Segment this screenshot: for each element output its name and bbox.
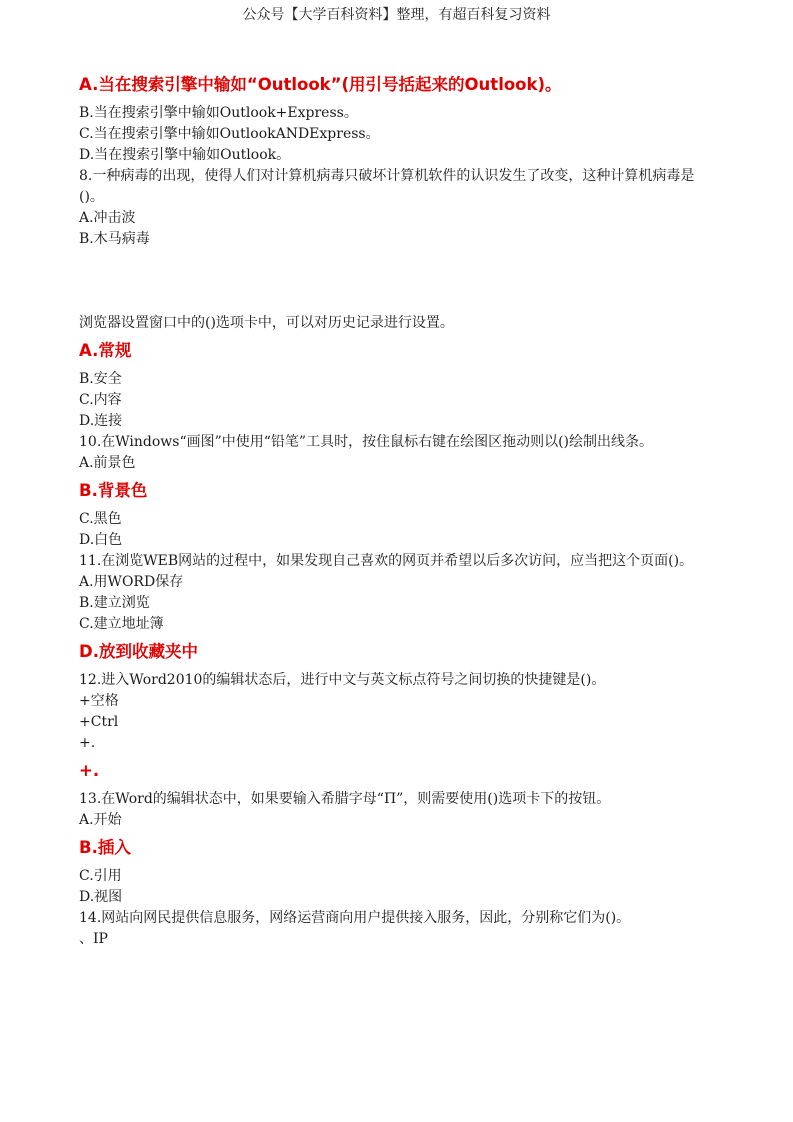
q8-question: 8.一种病毒的出现，使得人们对计算机病毒只破坏计算机软件的认识发生了改变，这种计算机病毒是()。 xyxy=(79,168,695,205)
q12-option-3: +. xyxy=(79,735,96,751)
q10-option-a: A.前景色 xyxy=(79,455,136,471)
q14-question: 14.网站向网民提供信息服务，网络运营商向用户提供接入服务，因此，分别称它们为()。 xyxy=(79,910,631,926)
q9-option-c: C.内容 xyxy=(79,392,122,408)
q13-option-a: A.开始 xyxy=(79,812,122,828)
q9-option-b: B.安全 xyxy=(79,371,122,387)
document-body xyxy=(79,68,719,950)
q10-option-d: D.白色 xyxy=(79,532,123,548)
q7-answer: A.当在搜索引擎中输如“Outlook”(用引号括起来的Outlook)。 xyxy=(79,75,562,94)
q11-option-c: C.建立地址簿 xyxy=(79,616,164,632)
q11-option-a: A.用WORD保存 xyxy=(79,574,184,590)
q12-answer: +. xyxy=(79,761,100,780)
q8-option-b: B.木马病毒 xyxy=(79,231,150,247)
q9-answer: A.常规 xyxy=(79,341,132,360)
q13-answer: B.插入 xyxy=(79,838,131,857)
q9-option-d: D.连接 xyxy=(79,413,123,429)
q13-option-c: C.引用 xyxy=(79,868,122,884)
q12-option-2: +Ctrl xyxy=(79,714,119,730)
q10-option-c: C.黑色 xyxy=(79,511,122,527)
q10-answer: B.背景色 xyxy=(79,481,148,500)
q13-question: 13.在Word的编辑状态中，如果要输入希腊字母“Π”，则需要使用()选项卡下的按钮。 xyxy=(79,791,611,807)
q7-option-b: B.当在搜索引擎中输如Outlook+Express。 xyxy=(79,105,358,121)
q12-question: 12.进入Word2010的编辑状态后，进行中文与英文标点符号之间切换的快捷键是()。 xyxy=(79,672,606,688)
q9-question: 浏览器设置窗口中的()选项卡中，可以对历史记录进行设置。 xyxy=(79,315,454,331)
q12-option-1: +空格 xyxy=(79,693,119,709)
q13-option-d: D.视图 xyxy=(79,889,123,905)
q11-question: 11.在浏览WEB网站的过程中，如果发现自己喜欢的网页并希望以后多次访问，应当把这个页面()。 xyxy=(79,553,694,569)
q10-question: 10.在Windows“画图”中使用“铅笔”工具时，按住鼠标右键在绘图区拖动则以()绘制出线条。 xyxy=(79,434,654,450)
q7-option-c: C.当在搜索引擎中输如OutlookANDExpress。 xyxy=(79,126,380,142)
page-header: 公众号【大学百科资料】整理，有超百科复习资料 xyxy=(242,7,551,23)
q11-answer: D.放到收藏夹中 xyxy=(79,642,198,661)
q7-option-d: D.当在搜索引擎中输如Outlook。 xyxy=(79,147,291,163)
q8-option-a: A.冲击波 xyxy=(79,210,136,226)
q14-option-a: 、IP xyxy=(79,931,108,947)
q11-option-b: B.建立浏览 xyxy=(79,595,150,611)
